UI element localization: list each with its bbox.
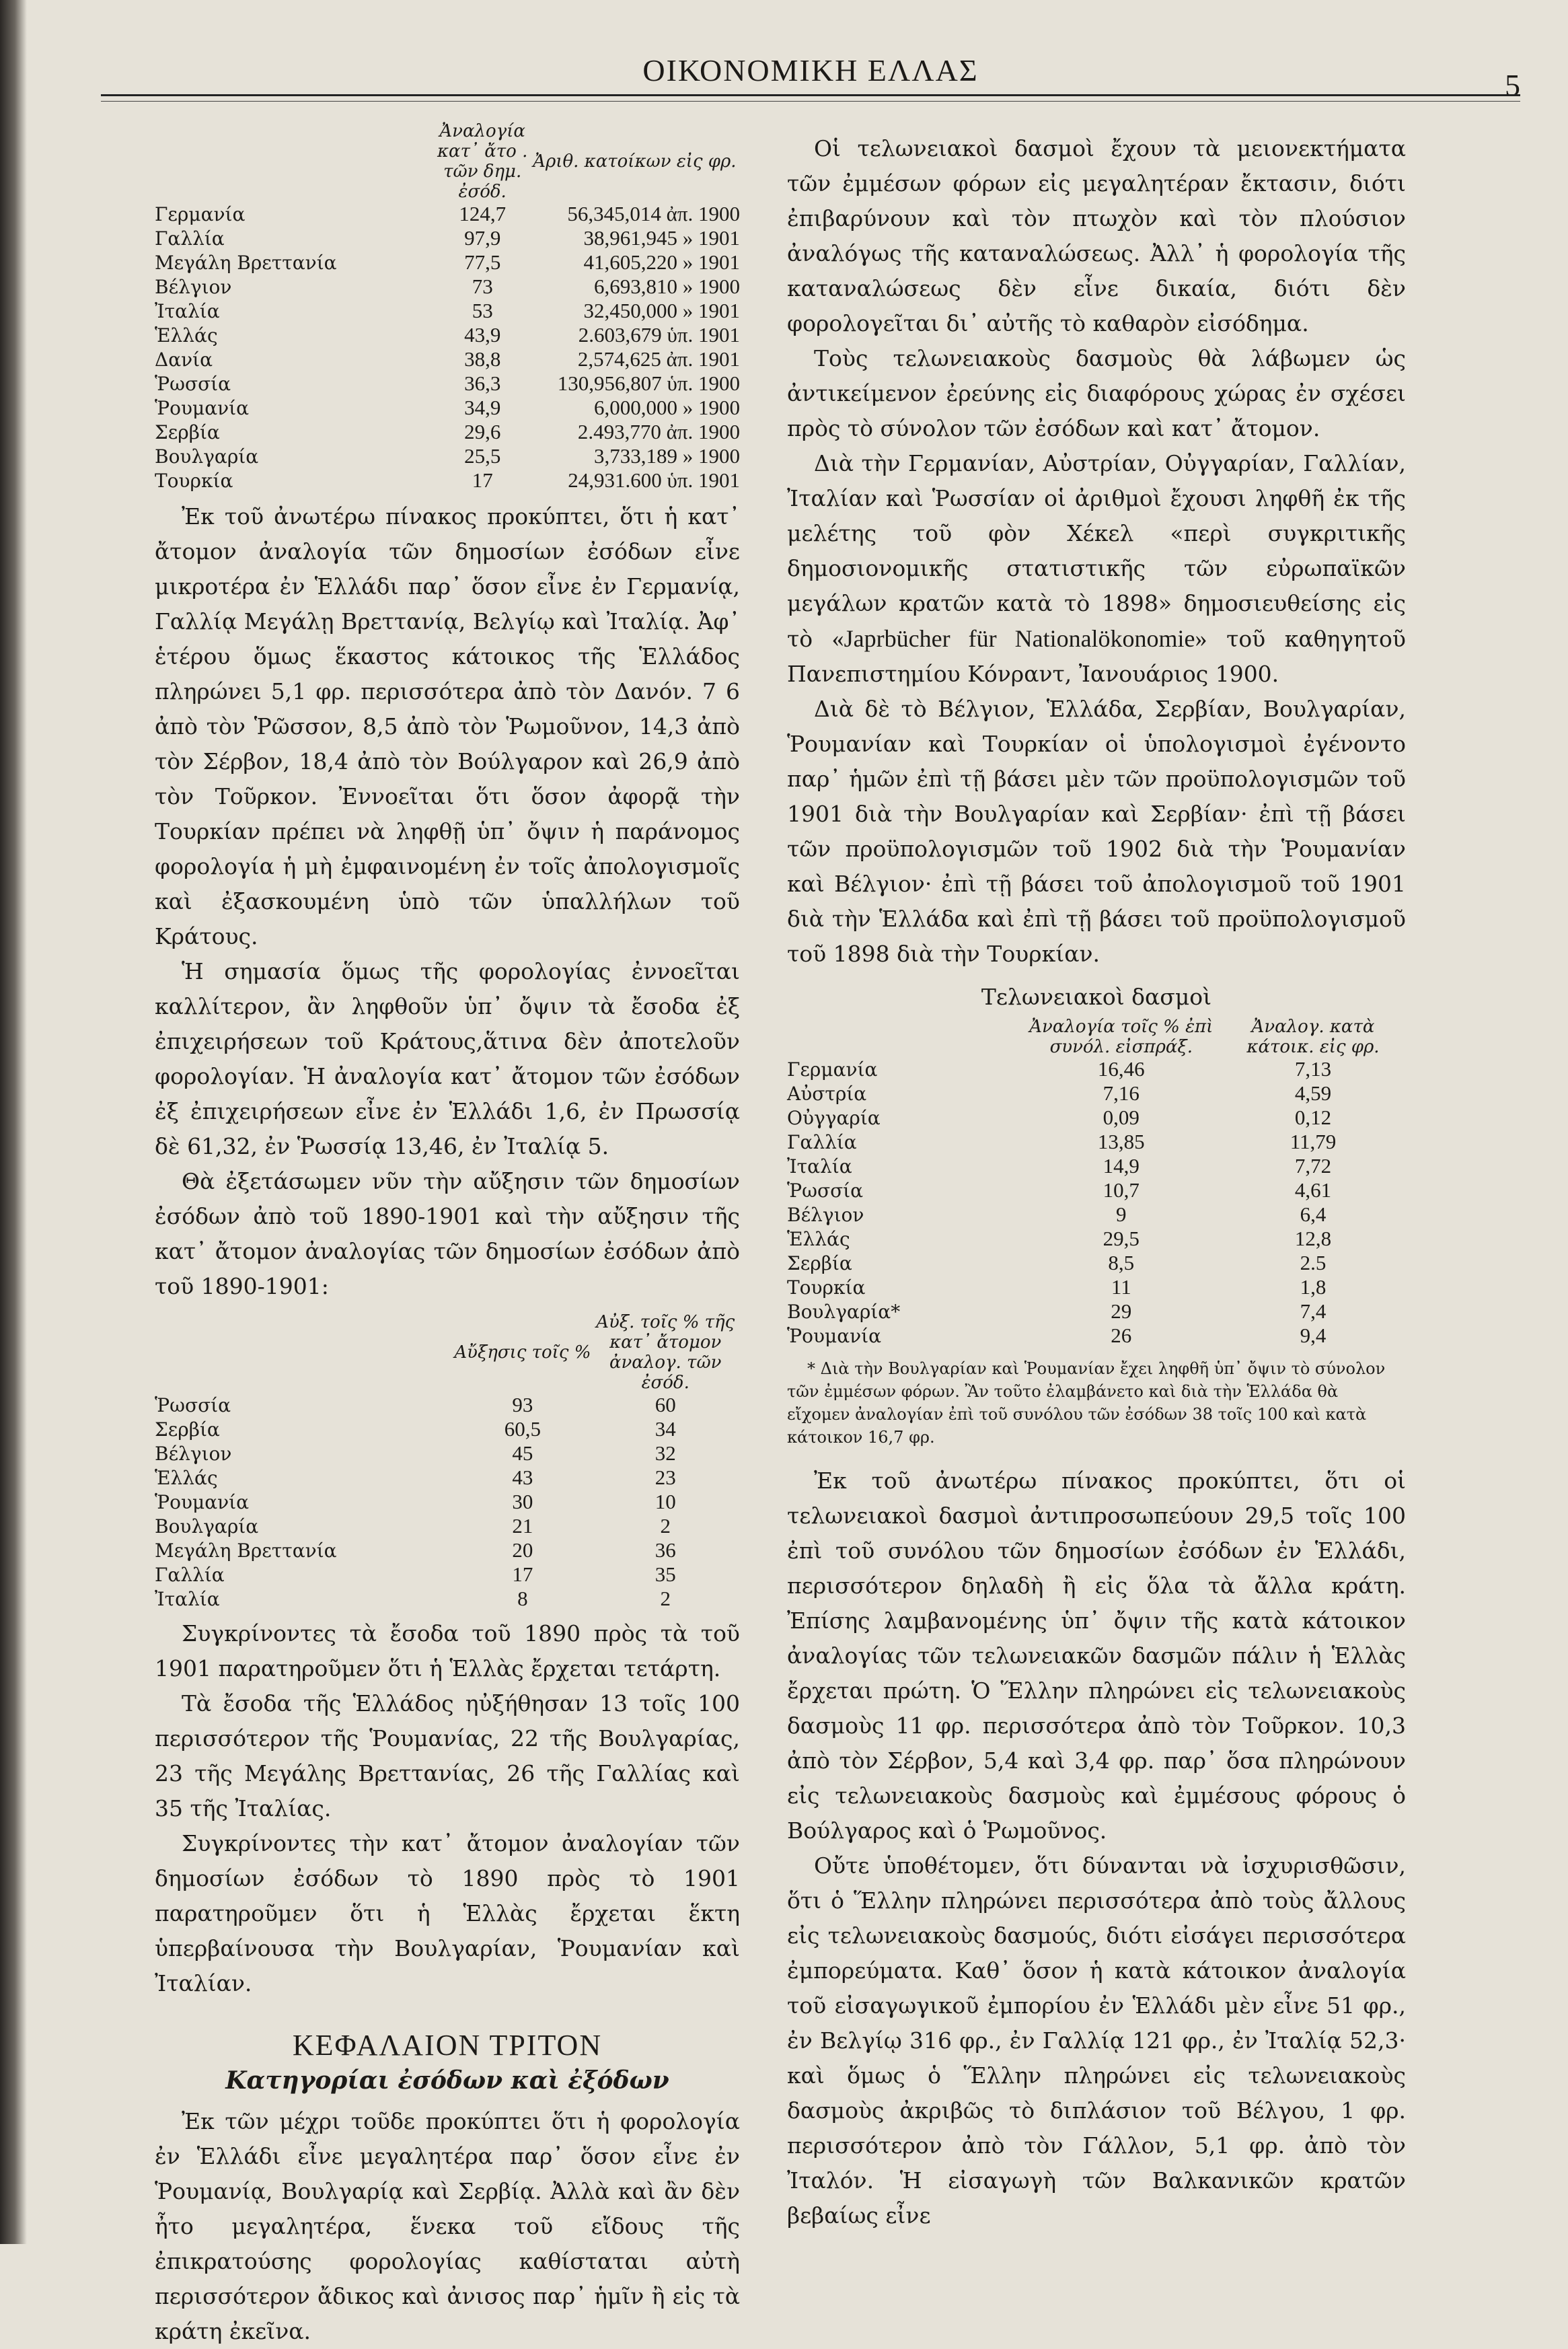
- table-row: [155, 250, 740, 275]
- table-cell: 7,72: [1294, 1154, 1332, 1178]
- paragraph: Ἐκ τοῦ ἀνωτέρω πίνακος προκύπτει, ὅτι οἱ τελωνειακοὶ δασμοὶ ἀντιπροσωπεύουν 29,5 τοῖς 100 ἐπὶ τοῦ συνόλου τῶν δημοσίων ἐσόδων ἐν Ἑλλάδι, περισσότερον δηλαδὴ ἢ εἰς ὅλα τὰ ἄλλα κράτη. Ἐπίσης λαμβανομένης ὑπ᾿ ὄψιν τῆς κατὰ κάτοικον ἀναλογίας τῶν τελωνειακῶν δασμῶν πάλιν ἡ Ἑλλὰς ἔρχεται πρώτη. Ὁ Ἕλλην πληρώνει εἰς τελωνειακοὺς δασμοὺς 11 φρ. περισσότερα ἀπὸ τὸν Τοῦρκον. 10,3 ἀπὸ τὸν Σέρβον, 5,4 καὶ 3,4 φρ. παρ᾿ ὅσα πληρώνουν εἰς τελωνειακοὺς δασμοὺς καὶ ἐμμέσους φόρους ὁ Βούλγαρος καὶ ὁ Ῥωμοῦνος.: [787, 1468, 1406, 1844]
- table-cell: 8,5: [1108, 1251, 1135, 1274]
- table-row: [787, 1324, 1406, 1348]
- paragraph: Συγκρίνοντες τὴν κατ᾿ ἄτομον ἀναλογίαν τῶν δημοσίων ἐσόδων τὸ 1890 πρὸς τὸ 1901 παρατηροῦμεν ὅτι ἡ Ἑλλὰς ἔρχεται ἕκτη ὑπερβαίνουσα τὴν Βουλγαρίαν, Ῥουμανίαν καὶ Ἰταλίαν.: [155, 1830, 740, 1996]
- text-run: τοῦ καθηγητοῦ Πανεπιστημίου Κόνραντ, Ἰανουάριος 1900.: [787, 626, 1406, 687]
- table-cell: 73: [472, 275, 493, 298]
- country-cell: Μεγάλη Βρεττανία: [155, 1539, 337, 1562]
- page-header: [101, 47, 1520, 102]
- country-cell: Δανία: [155, 348, 213, 371]
- left-column: [155, 121, 740, 2349]
- country-cell: Σερβία: [787, 1252, 852, 1274]
- country-cell: Ἑλλάς: [787, 1227, 850, 1250]
- col-header-growth-per-capita: Αὐξ. τοῖς % τῆς κατ᾿ ἄτομον ἀναλογ. τῶν ἐσόδ.: [596, 1312, 735, 1393]
- table-row: [155, 420, 740, 444]
- table-row: [155, 323, 740, 347]
- table-cell: 20: [512, 1538, 533, 1562]
- table-row: [787, 1227, 1406, 1251]
- table-cell: 2.5: [1300, 1251, 1327, 1274]
- paragraph: Συγκρίνοντες τὰ ἔσοδα τοῦ 1890 πρὸς τὰ τοῦ 1901 παρατηροῦμεν ὅτι ἡ Ἑλλὰς ἔρχεται τετάρτη.: [155, 1620, 740, 1682]
- table-row: [787, 1154, 1406, 1178]
- table-cell: 4,59: [1294, 1081, 1332, 1105]
- chapter-heading: ΚΕΦΑΛΑΙΟΝ ΤΡΙΤΟΝ: [292, 2029, 603, 2062]
- table-cell: 29: [1111, 1299, 1132, 1323]
- table-cell: 10: [655, 1490, 676, 1513]
- scan-edge: [0, 0, 27, 2244]
- table-cell: 10,7: [1103, 1178, 1140, 1202]
- country-cell: Ῥουμανία: [155, 396, 250, 419]
- table-row: [155, 371, 740, 396]
- table-row: [787, 1057, 1406, 1081]
- table-row: [155, 444, 740, 468]
- country-cell: Γερμανία: [787, 1058, 878, 1081]
- paragraph: Ἡ σημασία ὅμως τῆς φορολογίας ἐννοεῖται καλλίτερον, ἂν ληφθοῦν ὑπ᾿ ὄψιν τὰ ἔσοδα ἐξ ἐπιχειρήσεων τοῦ Κράτους,ἅτινα δὲν ἀποτελοῦν φορολογίαν. Ἡ ἀναλογία κατ᾿ ἄτομον τῶν ἐσόδων ἐξ ἐπιχειρήσεων εἶνε ἐν Ἑλλάδι 1,6, ἐν Πρωσσίᾳ δὲ 61,32, ἐν Ῥωσσίᾳ 13,46, ἐν Ἰταλίᾳ 5.: [155, 958, 740, 1159]
- table-cell: 0,12: [1294, 1106, 1332, 1129]
- footnote: * Διὰ τὴν Βουλγαρίαν καὶ Ῥουμανίαν ἔχει ληφθῆ ὑπ᾿ ὄψιν τὸ σύνολον τῶν ἐμμέσων φόρων. Ἂν τοῦτο ἐλαμβάνετο καὶ διὰ τὴν Ἑλλάδα θὰ εἴχομεν ἀναλογίαν ἐπὶ τοῦ συνόλου τῶν ἐσόδων 38 τοῖς 100 καὶ κατὰ κάτοικον 16,7 φρ.: [787, 1359, 1386, 1447]
- table-cell: 16,46: [1097, 1057, 1145, 1081]
- right-column: [787, 131, 1406, 2233]
- table-cell: 24,931.600 ὑπ. 1901: [568, 468, 740, 492]
- country-cell: Τουρκία: [155, 469, 233, 492]
- table-row: [787, 1130, 1406, 1154]
- table-cell: 32,450,000 » 1901: [583, 299, 740, 322]
- journal-name: «Japrbücher für Nationalökonomie»: [831, 625, 1207, 652]
- country-cell: Ἰταλία: [155, 299, 220, 322]
- table-row: [155, 1514, 740, 1538]
- table-cell: 12,8: [1294, 1227, 1332, 1250]
- table-cell: 6,000,000 » 1900: [594, 396, 740, 419]
- table-row: [787, 1275, 1406, 1299]
- table-header: [787, 1017, 1406, 1057]
- revenue-growth-table: [155, 1312, 740, 1611]
- page-number: 5: [1505, 68, 1520, 102]
- country-cell: Ῥωσσία: [155, 372, 231, 395]
- table-cell: 29,5: [1103, 1227, 1140, 1250]
- table-row: [155, 299, 740, 323]
- table-row: [155, 1417, 740, 1441]
- table-row: [155, 202, 740, 226]
- paragraph: Ἐκ τοῦ ἀνωτέρω πίνακος προκύπτει, ὅτι ἡ κατ᾿ ἄτομον ἀναλογία τῶν δημοσίων ἐσόδων εἶνε μικροτέρα ἐν Ἑλλάδι παρ᾿ ὅσον εἶνε ἐν Γερμανίᾳ, Γαλλίᾳ Μεγάλῃ Βρεττανίᾳ, Βελγίῳ καὶ Ἰταλίᾳ. Ἀφ᾿ ἑτέρου ὅμως ἕκαστος κάτοικος τῆς Ἑλλάδος πληρώνει 5,1 φρ. περισσότερα ἀπὸ τὸν Δανόν. 7 6 ἀπὸ τὸν Ῥῶσσον, 8,5 ἀπὸ τὸν Ῥωμοῦνον, 14,3 ἀπὸ τὸν Σέρβον, 18,4 ἀπὸ τὸν Βούλγαρον καὶ 26,9 ἀπὸ τὸν Τοῦρκον. Ἐννοεῖται ὅτι ὅσον ἀφορᾷ τὴν Τουρκίαν πρέπει νὰ ληφθῇ ὑπ᾿ ὄψιν ἡ παράνομος φορολογία ἡ μὴ ἐμφαινομένη ἐν τοῖς ἀπολογισμοῖς καὶ ἐξασκουμένη ὑπὸ τῶν ὑπαλλήλων τοῦ Κράτους.: [155, 503, 740, 949]
- country-cell: Βέλγιον: [155, 275, 232, 298]
- table-cell: 21: [512, 1514, 533, 1538]
- col-header-population: Ἀριθ. κατοίκων εἰς φρ.: [533, 151, 737, 172]
- table-cell: 34: [655, 1417, 676, 1441]
- table-caption: Τελωνειακοὶ δασμοὶ: [981, 984, 1212, 1010]
- country-cell: Γαλλία: [787, 1130, 857, 1153]
- table-row: [155, 347, 740, 371]
- country-cell: Βέλγιον: [155, 1442, 232, 1465]
- table-cell: 2: [660, 1514, 671, 1538]
- table-cell: 97,9: [464, 226, 501, 250]
- table-row: [787, 1251, 1406, 1275]
- table-cell: 25,5: [464, 444, 501, 468]
- customs-duties-table: [787, 1017, 1406, 1348]
- country-cell: Οὐγγαρία: [787, 1106, 881, 1129]
- journal-title: ΟΙΚΟΝΟΜΙΚΗ ΕΛΛΑΣ: [642, 53, 979, 87]
- table-cell: 60,5: [504, 1417, 542, 1441]
- table-row: [787, 1299, 1406, 1324]
- country-cell: Γαλλία: [155, 227, 225, 250]
- table-row: [155, 275, 740, 299]
- country-cell: Ἰταλία: [787, 1155, 852, 1178]
- table-cell: 36: [655, 1538, 676, 1562]
- table-cell: 4,61: [1294, 1178, 1332, 1202]
- header-rule: [101, 94, 1520, 96]
- table-cell: 14,9: [1103, 1154, 1140, 1178]
- country-cell: Ῥουμανία: [787, 1324, 882, 1347]
- table-row: [155, 1441, 740, 1466]
- table-cell: 23: [655, 1466, 676, 1489]
- header-rule-thin: [101, 101, 1520, 102]
- country-cell: Αὐστρία: [787, 1082, 867, 1105]
- table-cell: 60: [655, 1393, 676, 1416]
- table-cell: 43,9: [464, 323, 501, 347]
- country-cell: Μεγάλη Βρεττανία: [155, 251, 337, 274]
- table-cell: 77,5: [464, 250, 501, 274]
- paragraph: Θὰ ἐξετάσωμεν νῦν τὴν αὔξησιν τῶν δημοσίων ἐσόδων ἀπὸ τοῦ 1890-1901 καὶ τὴν αὔξησιν τῆς κατ᾿ ἄτομον ἀναλογίας τῶν δημοσίων ἐσόδων ἀπὸ τοῦ 1890-1901:: [155, 1168, 740, 1299]
- revenue-per-capita-table: [155, 121, 740, 493]
- table-cell: 2.493,770 ἀπ. 1900: [577, 420, 740, 443]
- table-cell: 17: [512, 1562, 533, 1586]
- table-cell: 17: [472, 468, 493, 492]
- table-row: [155, 468, 740, 493]
- table-cell: 6,4: [1300, 1202, 1327, 1226]
- table-row: [155, 1393, 740, 1417]
- table-cell: 9,4: [1300, 1324, 1327, 1347]
- country-cell: Βέλγιον: [787, 1203, 864, 1226]
- table-cell: 56,345,014 ἀπ. 1900: [567, 202, 740, 225]
- table-cell: 38,961,945 » 1901: [583, 226, 740, 250]
- table-cell: 7,4: [1300, 1299, 1327, 1323]
- country-cell: Ἰταλία: [155, 1587, 220, 1610]
- country-cell: Τουρκία: [787, 1276, 866, 1299]
- table-cell: 11: [1111, 1275, 1131, 1299]
- table-cell: 7,13: [1294, 1057, 1332, 1081]
- table-cell: 6,693,810 » 1900: [594, 275, 740, 298]
- table-row: [155, 1466, 740, 1490]
- table-row: [155, 1538, 740, 1562]
- table-row: [155, 396, 740, 420]
- table-cell: 2: [660, 1587, 671, 1610]
- country-cell: Σερβία: [155, 421, 220, 443]
- country-cell: Γαλλία: [155, 1563, 225, 1586]
- col-header-ratio: Ἀναλογία κατ᾿ ἄτο . τῶν δημ. ἐσόδ.: [437, 121, 528, 202]
- country-cell: Ἑλλάς: [155, 1466, 218, 1489]
- table-cell: 8: [517, 1587, 528, 1610]
- text-run: Διὰ τὴν Γερμανίαν, Αὐστρίαν, Οὐγγαρίαν, Γαλλίαν, Ἰταλίαν καὶ Ῥωσσίαν οἱ ἀριθμοὶ ἔχουσι ληφθῆ ἐκ τῆς μελέτης τοῦ φὸν Χέκελ «περὶ συγκριτικῆς δημοσιονομικῆς στατιστικῆς τῶν εὐρωπαϊκῶν μεγάλων κρατῶν κατὰ τὸ 1898» δημοσιευθείσης εἰς τὸ: [787, 450, 1406, 652]
- country-cell: Βουλγαρία*: [787, 1300, 901, 1323]
- table-cell: 1,8: [1300, 1275, 1327, 1299]
- table-cell: 53: [472, 299, 493, 322]
- table-cell: 130,956,807 ὑπ. 1900: [557, 371, 740, 395]
- chapter-subtitle: Κατηγορίαι ἐσόδων καὶ ἐξόδων: [225, 2066, 669, 2095]
- table-cell: 11,79: [1290, 1130, 1337, 1153]
- table-header: [155, 1312, 740, 1393]
- col-header-share: Ἀναλογία τοῖς % ἐπὶ συνόλ. εἰσπράξ.: [1029, 1017, 1214, 1057]
- col-header-growth: Αὔξησις τοῖς %: [454, 1342, 591, 1363]
- country-cell: Γερμανία: [155, 203, 246, 225]
- country-cell: Ῥωσσία: [787, 1179, 864, 1202]
- country-cell: Βουλγαρία: [155, 445, 259, 468]
- table-cell: 2.603,679 ὑπ. 1901: [578, 323, 740, 347]
- col-header-per-capita: Ἀναλογ. κατὰ κάτοικ. εἰς φρ.: [1246, 1017, 1380, 1057]
- table-cell: 34,9: [464, 396, 501, 419]
- table-cell: 41,605,220 » 1901: [583, 250, 740, 274]
- table-cell: 43: [512, 1466, 533, 1489]
- paragraph: Οὔτε ὑποθέτομεν, ὅτι δύνανται νὰ ἰσχυρισθῶσιν, ὅτι ὁ Ἕλλην πληρώνει περισσότερα ἀπὸ τοὺς ἄλλους εἰς τελωνειακοὺς δασμούς, διότι εἰσάγει περισσότερα ἐμπορεύματα. Καθ᾿ ὅσον ἡ κατὰ κάτοικον ἀναλογία τοῦ εἰσαγωγικοῦ ἐμπορίου ἐν Ἑλλάδι μὲν εἶνε 51 φρ., ἐν Βελγίῳ 316 φρ., ἐν Γαλλίᾳ 121 φρ., ἐν Ἰταλίᾳ 52,3· καὶ ὅμως ὁ Ἕλλην πληρώνει εἰς τελωνειακοὺς δασμοὺς ἀκριβῶς τὸ διπλάσιον τοῦ Βέλγου, 1 φρ. περισσότερον ἀπὸ τὸν Γάλλον, 5,1 φρ. ἀπὸ τὸν Ἰταλόν. Ἡ εἰσαγωγὴ τῶν Βαλκανικῶν κρατῶν βεβαίως εἶνε: [787, 1852, 1406, 2229]
- table-row: [787, 1202, 1406, 1227]
- table-cell: 2,574,625 ἀπ. 1901: [577, 347, 740, 371]
- paragraph: Ἐκ τῶν μέχρι τοῦδε προκύπτει ὅτι ἡ φορολογία ἐν Ἑλλάδι εἶνε μεγαλητέρα παρ᾿ ὅσον εἶνε ἐν Ῥουμανίᾳ, Βουλγαρίᾳ καὶ Σερβίᾳ. Ἀλλὰ καὶ ἂν δὲν ἦτο μεγαλητέρα, ἕνεκα τοῦ εἴδους τῆς ἐπικρατούσης φορολογίας καθίσταται αὐτὴ περισσότερον ἄδικος καὶ ἀνισος παρ᾿ ἡμῖν ἢ εἰς τὰ κράτη ἐκεῖνα.: [155, 2108, 740, 2344]
- table-row: [787, 1106, 1406, 1130]
- table-row: [155, 1490, 740, 1514]
- table-cell: 35: [655, 1562, 676, 1586]
- country-cell: Σερβία: [155, 1418, 220, 1441]
- table-cell: 26: [1111, 1324, 1132, 1347]
- table-cell: 36,3: [464, 371, 501, 395]
- table-cell: 30: [512, 1490, 533, 1513]
- paragraph: Τὰ ἔσοδα τῆς Ἑλλάδος ηὐξήθησαν 13 τοῖς 100 περισσότερον τῆς Ῥουμανίας, 22 τῆς Βουλγαρίας, 23 τῆς Μεγάλης Βρεττανίας, 26 τῆς Γαλλίας καὶ 35 τῆς Ἰταλίας.: [155, 1690, 740, 1821]
- table-cell: 3,733,189 » 1900: [594, 444, 740, 468]
- table-cell: 13,85: [1097, 1130, 1145, 1153]
- paragraph: Διὰ δὲ τὸ Βέλγιον, Ἑλλάδα, Σερβίαν, Βουλγαρίαν, Ῥουμανίαν καὶ Τουρκίαν οἱ ὑπολογισμοὶ ἐγένοντο παρ᾿ ἡμῶν ἐπὶ τῇ βάσει μὲν τῶν προϋπολογισμῶν τοῦ 1901 διὰ τὴν Βουλγαρίαν καὶ Σερβίαν· ἐπὶ τῇ βάσει τῶν προϋπολογισμῶν τοῦ 1902 διὰ τὴν Ῥουμανίαν καὶ Βέλγιον· ἐπὶ τῇ βάσει τοῦ ἀπολογισμοῦ τοῦ 1901 διὰ τὴν Ἑλλάδα καὶ ἐπὶ τῇ βάσει τοῦ προϋπολογισμοῦ τοῦ 1898 διὰ τὴν Τουρκίαν.: [787, 696, 1406, 967]
- table-cell: 32: [655, 1441, 676, 1465]
- country-cell: Ἑλλάς: [155, 324, 218, 347]
- country-cell: Ῥωσσία: [155, 1394, 231, 1416]
- country-cell: Ῥουμανία: [155, 1490, 250, 1513]
- paragraph: Οἱ τελωνειακοὶ δασμοὶ ἔχουν τὰ μειονεκτήματα τῶν ἐμμέσων φόρων εἰς μεγαλητέραν ἔκτασιν, διότι ἐπιβαρύνουν καὶ τὸν πτωχὸν καὶ τὸν πλούσιον ἀναλόγως τῆς καταναλώσεως. Ἀλλ᾿ ἡ φορολογία τῆς καταναλώσεως δὲν εἶνε δικαία, διότι δὲν φορολογεῖται δι᾿ αὐτῆς τὸ καθαρὸν εἰσόδημα.: [787, 135, 1406, 336]
- table-cell: 0,09: [1103, 1106, 1140, 1129]
- paragraph: Τοὺς τελωνειακοὺς δασμοὺς θὰ λάβωμεν ὡς ἀντικείμενον ἐρεύνης εἰς διαφόρους χώρας ἐν σχέσει πρὸς τὸ σύνολον τῶν ἐσόδων καὶ κατ᾿ ἄτομον.: [787, 345, 1406, 441]
- table-row: [787, 1178, 1406, 1202]
- table-row: [155, 1587, 740, 1611]
- table-cell: 7,16: [1103, 1081, 1140, 1105]
- table-cell: 9: [1116, 1202, 1127, 1226]
- table-cell: 29,6: [464, 420, 501, 443]
- table-cell: 93: [512, 1393, 533, 1416]
- paragraph: [787, 446, 1406, 692]
- table-header: [155, 121, 740, 202]
- table-cell: 45: [512, 1441, 533, 1465]
- table-row: [155, 226, 740, 250]
- table-cell: 38,8: [464, 347, 501, 371]
- table-row: [155, 1562, 740, 1587]
- table-row: [787, 1081, 1406, 1106]
- table-cell: 124,7: [459, 202, 507, 225]
- country-cell: Βουλγαρία: [155, 1515, 259, 1538]
